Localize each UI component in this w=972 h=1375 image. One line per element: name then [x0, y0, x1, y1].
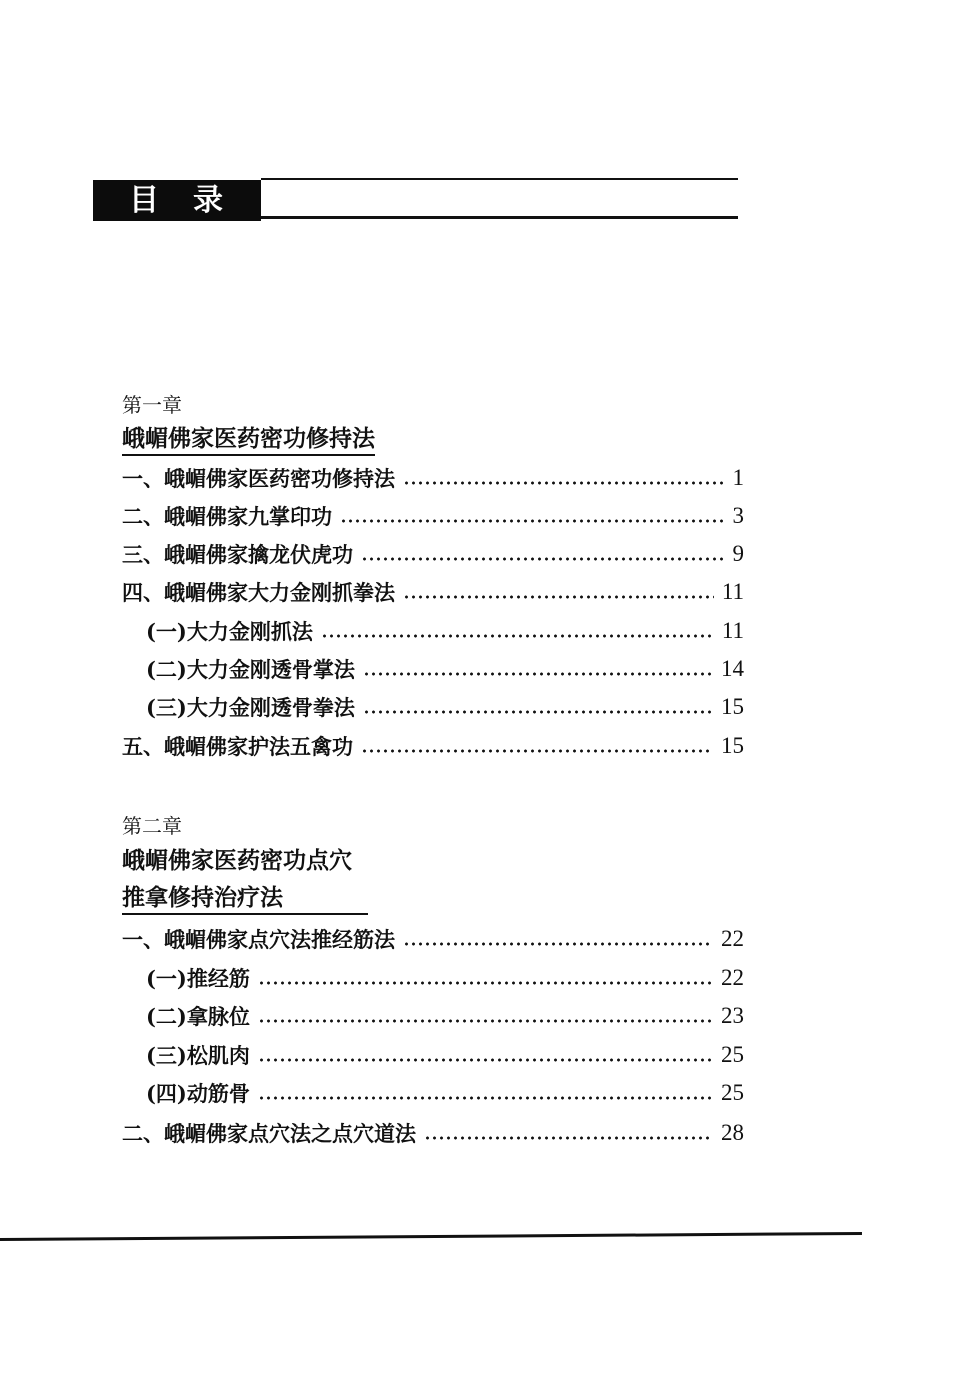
toc-subentry[interactable]	[146, 1001, 744, 1031]
toc-entry-text: (三)大力金刚透骨拳法	[146, 695, 355, 720]
toc-entry[interactable]	[122, 1118, 744, 1148]
dot-leader	[321, 634, 714, 638]
toc-entry-text: (四)动筋骨	[146, 1081, 250, 1106]
chapter-2-label: 第二章	[122, 814, 182, 838]
dot-leader	[363, 710, 713, 714]
toc-entry-text: 二、峨嵋佛家点穴法之点穴道法	[122, 1121, 416, 1146]
toc-entry[interactable]	[122, 924, 744, 954]
toc-entry-text: 四、峨嵋佛家大力金刚抓拳法	[122, 580, 395, 605]
toc-entry-text: 二、峨嵋佛家九掌印功	[122, 504, 332, 529]
toc-header-block	[93, 180, 261, 221]
toc-header-char-2: 录	[193, 183, 223, 218]
toc-subentry[interactable]	[146, 692, 744, 722]
toc-entry-page: 11	[721, 618, 744, 643]
chapter-1-title: 峨嵋佛家医药密功修持法	[122, 425, 375, 456]
dot-leader	[361, 749, 713, 753]
toc-entry-page: 9	[732, 541, 744, 566]
toc-entry-page: 25	[721, 1042, 744, 1067]
toc-entry-text: (一)大力金刚抓法	[146, 619, 313, 644]
dot-leader	[258, 1096, 713, 1100]
toc-entry-text: (二)拿脉位	[146, 1004, 250, 1029]
toc-entry[interactable]	[122, 501, 744, 531]
dot-leader	[258, 981, 713, 985]
toc-entry-text: 三、峨嵋佛家擒龙伏虎功	[122, 542, 353, 567]
toc-subentry[interactable]	[146, 654, 744, 684]
dot-leader	[361, 557, 725, 561]
chapter-1-label: 第一章	[122, 393, 182, 417]
toc-entry-text: (一)推经筋	[146, 966, 250, 991]
toc-entry-page: 15	[721, 694, 744, 719]
toc-entry-page: 25	[721, 1080, 744, 1105]
chapter-2-title-line-2: 推拿修持治疗法	[122, 884, 368, 915]
toc-entry-text: 五、峨嵋佛家护法五禽功	[122, 734, 353, 759]
toc-entry-text: (二)大力金刚透骨掌法	[146, 657, 355, 682]
chapter-2-title-line-1: 峨嵋佛家医药密功点穴	[122, 848, 352, 874]
toc-entry-page: 11	[721, 579, 744, 604]
header-rule-top	[261, 178, 738, 180]
dot-leader	[403, 942, 713, 946]
header-rule-bottom	[261, 216, 738, 219]
toc-subentry[interactable]	[146, 616, 744, 646]
toc-entry-page: 22	[721, 965, 744, 990]
toc-subentry[interactable]	[146, 963, 744, 993]
dot-leader	[424, 1136, 713, 1140]
dot-leader	[403, 595, 714, 599]
toc-entry-page: 23	[721, 1003, 744, 1028]
dot-leader	[340, 519, 725, 523]
toc-entry-page: 28	[721, 1120, 744, 1145]
toc-subentry[interactable]	[146, 1078, 744, 1108]
footer-rule	[0, 1232, 862, 1241]
dot-leader	[363, 672, 713, 676]
toc-entry[interactable]	[122, 577, 744, 607]
toc-header-char-1: 目	[129, 183, 159, 218]
toc-entry-page: 1	[732, 465, 744, 490]
toc-entry-page: 22	[721, 926, 744, 951]
toc-entry-text: 一、峨嵋佛家点穴法推经筋法	[122, 927, 395, 952]
toc-entry-page: 14	[721, 656, 744, 681]
toc-entry-page: 15	[721, 733, 744, 758]
dot-leader	[403, 481, 725, 485]
toc-entry-text: 一、峨嵋佛家医药密功修持法	[122, 466, 395, 491]
toc-subentry[interactable]	[146, 1040, 744, 1070]
dot-leader	[258, 1019, 713, 1023]
toc-entry[interactable]	[122, 731, 744, 761]
toc-entry[interactable]	[122, 539, 744, 569]
toc-entry-page: 3	[732, 503, 744, 528]
dot-leader	[258, 1058, 713, 1062]
toc-entry-text: (三)松肌肉	[146, 1043, 250, 1068]
toc-entry[interactable]	[122, 463, 744, 493]
